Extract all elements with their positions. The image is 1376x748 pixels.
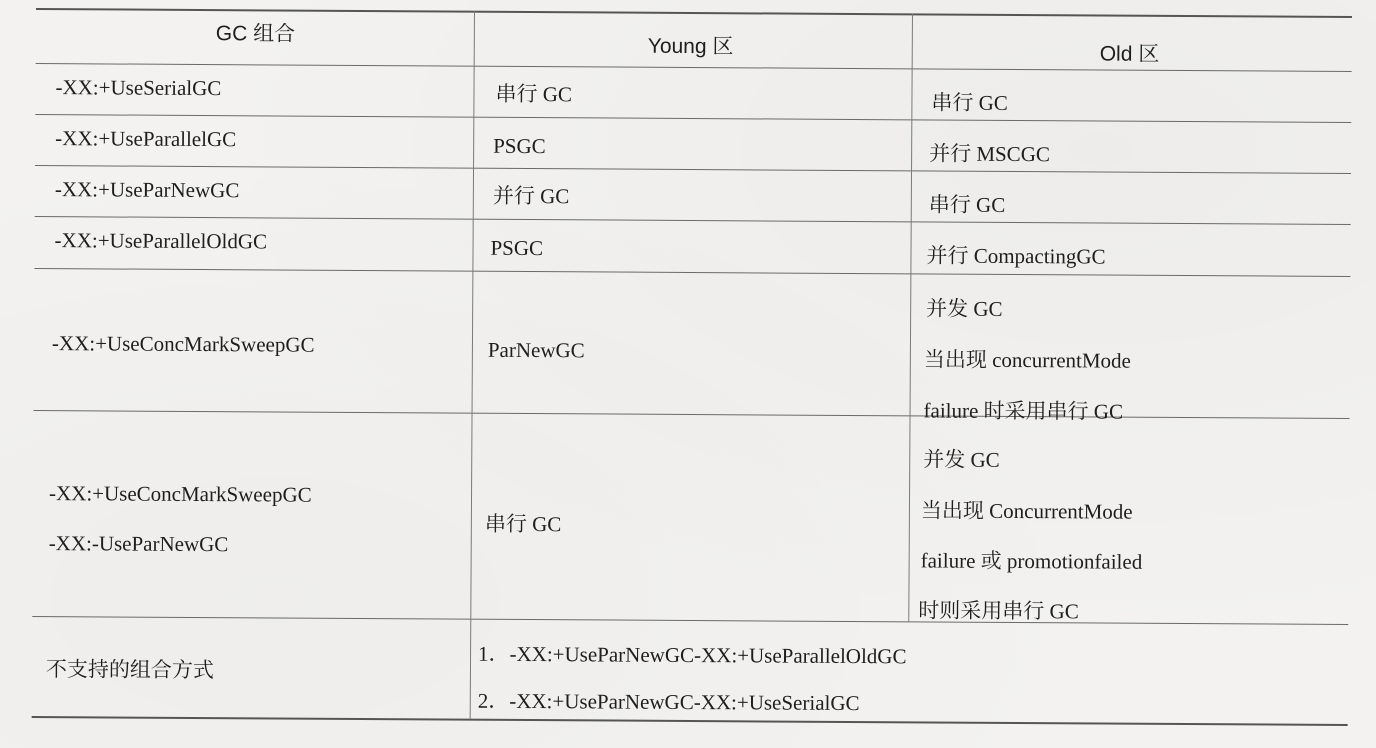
table-row-old-line: 时则采用串行 GC — [918, 598, 1079, 624]
table-row-old-line: 当出现 concurrentMode — [923, 347, 1131, 373]
unsupported-label: 不支持的组合方式 — [45, 657, 215, 683]
table-row-young: 并行 GC — [492, 183, 570, 209]
row-rule — [34, 410, 1350, 419]
table-row-combo: -XX:+UseParallelOldGC — [54, 228, 268, 254]
table-row-old-line: 当出现 ConcurrentMode — [920, 498, 1133, 524]
table-row-combo: -XX:+UseParallelGC — [55, 126, 237, 152]
table-row-combo: -XX:+UseConcMarkSweepGC — [48, 481, 312, 507]
table-row-old: 串行 GC — [928, 192, 1006, 217]
table-row-young: 串行 GC — [495, 81, 572, 107]
unsupported-item: 1．-XX:+UseParNewGC-XX:+UseParallelOldGC — [477, 641, 907, 669]
row-rule — [32, 616, 1348, 625]
row-rule — [34, 268, 1350, 277]
table-row-combo: -XX:+UseConcMarkSweepGC — [51, 331, 315, 357]
row-rule — [35, 114, 1351, 123]
unsupported-item: 2．-XX:+UseParNewGC-XX:+UseSerialGC — [477, 688, 860, 716]
column-divider — [908, 13, 913, 621]
table-row-old-line: failure 时采用串行 GC — [923, 398, 1124, 424]
table-row-young: ParNewGC — [487, 337, 585, 363]
table-row-young: 串行 GC — [484, 511, 562, 537]
gc-combination-table — [36, 8, 1352, 716]
table-row-old-line: 并发 GC — [923, 447, 1000, 472]
header-young: Young 区 — [647, 34, 734, 59]
table-row-old: 串行 GC — [931, 90, 1008, 115]
header-old: Old 区 — [1099, 42, 1160, 66]
table-row-young: PSGC — [493, 133, 546, 159]
table-row-old: 并行 MSCGC — [929, 141, 1050, 167]
table-row-old: 并行 CompactingGC — [926, 243, 1106, 269]
header-gc-combination: GC 组合 — [215, 22, 296, 46]
table-bottom-rule — [32, 716, 1348, 726]
table-row-young: PSGC — [490, 235, 544, 261]
row-rule — [35, 165, 1351, 174]
table-row-old-line: 并发 GC — [926, 296, 1003, 321]
row-rule — [35, 216, 1351, 225]
table-top-rule — [36, 8, 1352, 18]
table-row-combo: -XX:+UseParNewGC — [54, 177, 240, 203]
table-row-old-line: failure 或 promotionfailed — [920, 548, 1143, 574]
table-row-combo: -XX:-UseParNewGC — [48, 531, 229, 557]
table-row-combo: -XX:+UseSerialGC — [55, 75, 222, 101]
